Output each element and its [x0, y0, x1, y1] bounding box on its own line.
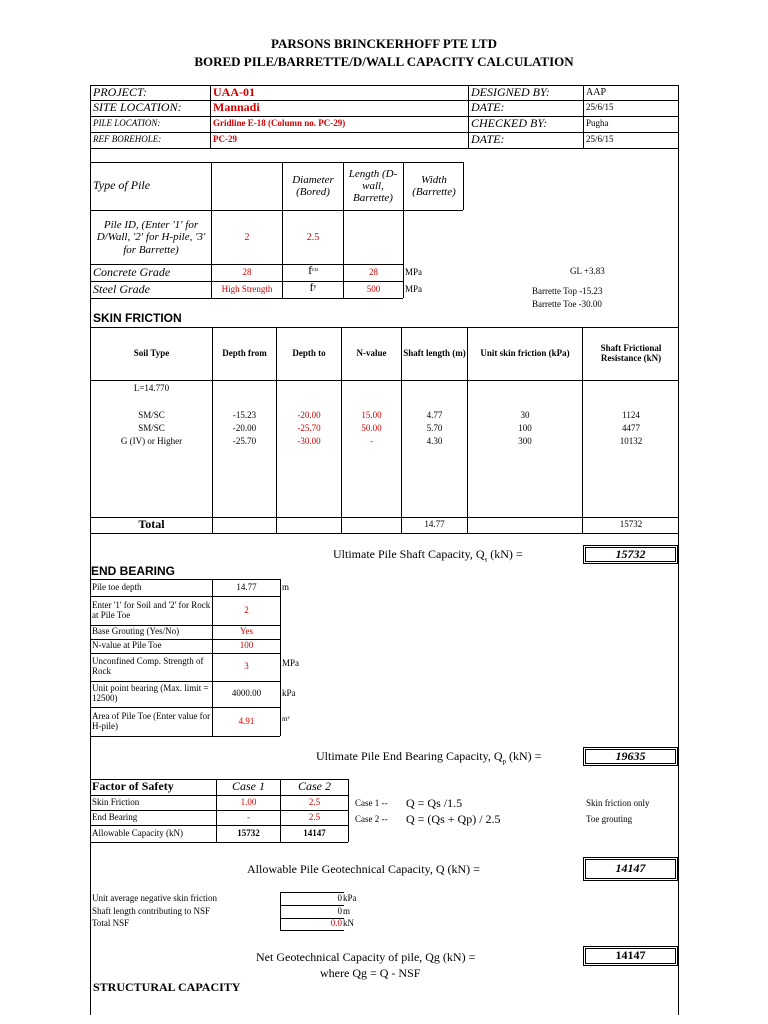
allowable-capacity-label: Allowable Capacity (kN) — [92, 827, 183, 838]
case2-header: Case 2 — [298, 779, 331, 794]
case1-header: Case 1 — [232, 779, 265, 794]
pile-toe-depth-value: 14.77 — [236, 581, 257, 592]
fy-value[interactable]: 500 — [366, 283, 381, 294]
unit-point-bearing-label: Unit point bearing (Max. limit = 12500) — [92, 683, 209, 703]
nsf-unit-unit: kPa — [343, 892, 357, 903]
fos-skin-label: Skin Friction — [92, 796, 140, 807]
case2-note: Toe grouting — [586, 814, 633, 824]
n-value-cell[interactable]: 50.00 — [361, 423, 382, 433]
end-bearing-heading: END BEARING — [91, 564, 176, 578]
n-value-toe-label: N-value at Pile Toe — [92, 640, 162, 651]
allowable-geotechnical-value: 14147 — [583, 857, 678, 881]
toe-material-value[interactable]: 2 — [244, 605, 249, 616]
fos-end-label: End Bearing — [92, 811, 138, 822]
allowable-capacity-case2: 14147 — [303, 827, 326, 838]
case2-text: Case 2 -- — [355, 814, 388, 824]
fos-end-case1[interactable]: - — [247, 811, 250, 822]
nsf-total-unit: kN — [343, 918, 354, 929]
diameter-value[interactable]: 2.5 — [306, 232, 320, 243]
nsf-length-value[interactable]: 0 — [337, 905, 342, 916]
col-n-value: N-value — [356, 348, 387, 359]
project-label: PROJECT: — [93, 84, 147, 99]
steel-grade-label: Steel Grade — [93, 281, 150, 296]
net-capacity-label: Net Geotechnical Capacity of pile, Qg (kN) = — [256, 950, 476, 964]
n-value-cell[interactable]: - — [370, 436, 373, 446]
total-shaft-resistance: 15732 — [619, 519, 643, 530]
col-shaft-resistance: Shaft Frictional Resistance (kN) — [600, 343, 662, 363]
fcu-symbol: f cu — [308, 262, 318, 277]
ucs-rock-unit: MPa — [282, 658, 300, 669]
nsf-total-value: 0.0 — [330, 918, 342, 929]
case1-note: Skin friction only — [586, 798, 650, 808]
col-shaft-length: Shaft length (m) — [403, 348, 466, 359]
depth-to-cell[interactable]: -25.70 — [297, 423, 321, 433]
soil-type-cell: SM/SC — [138, 410, 165, 420]
depth-from-cell: -20.00 — [232, 423, 257, 433]
date-designed-label: DATE: — [471, 100, 505, 115]
depth-to-cell[interactable]: -20.00 — [297, 410, 321, 420]
fos-heading: Factor of Safety — [92, 779, 174, 794]
unit-skin-friction-cell: 30 — [520, 410, 530, 420]
col-depth-to: Depth to — [292, 348, 326, 359]
shaft-length-cell: 4.77 — [426, 410, 443, 420]
shaft-resistance-cell: 4477 — [622, 423, 640, 433]
col-unit-skin-friction: Unit skin friction (kPa) — [480, 348, 570, 359]
total-length-note: L=14.770 — [133, 383, 170, 393]
checked-by-value[interactable]: Pugha — [586, 118, 609, 129]
allowable-capacity-case1: 15732 — [237, 827, 260, 838]
ultimate-shaft-capacity-value: 15732 — [583, 545, 678, 564]
site-location-label: SITE LOCATION: — [93, 100, 182, 115]
toe-area-value[interactable]: 4.91 — [238, 715, 255, 726]
col-soil-type: Soil Type — [133, 348, 170, 359]
diameter-header: Diameter (Bored) — [292, 173, 334, 198]
ground-level-note: GL +3.83 — [570, 266, 605, 276]
date-checked-value[interactable]: 25/6/15 — [586, 134, 614, 145]
toe-area-label: Area of Pile Toe (Enter value for H-pile) — [92, 710, 211, 731]
shaft-resistance-cell: 1124 — [622, 410, 640, 420]
date-checked-label: DATE: — [471, 132, 505, 147]
ultimate-shaft-capacity-label: Ultimate Pile Shaft Capacity, $Q_s$ (kN) = — [333, 547, 523, 564]
fos-skin-case2[interactable]: 2.5 — [308, 796, 321, 807]
case2-equation: Q = (Qs + Qp) / 2.5 — [406, 812, 501, 826]
barrette-top-note: Barrette Top -15.23 — [532, 286, 603, 296]
concrete-grade-label: Concrete Grade — [93, 264, 171, 279]
shaft-length-cell: 4.30 — [426, 436, 443, 446]
shaft-resistance-cell: 10132 — [619, 436, 643, 446]
depth-from-cell: -25.70 — [232, 436, 257, 446]
unit-skin-friction-cell: 300 — [518, 436, 532, 446]
fcu-unit: MPa — [405, 266, 423, 277]
nsf-unit-label: Unit average negative skin friction — [92, 892, 217, 903]
barrette-toe-note: Barrette Toe -30.00 — [532, 299, 602, 309]
ref-borehole-label: REF BOREHOLE: — [93, 134, 162, 145]
designed-by-label: DESIGNED BY: — [471, 84, 550, 99]
shaft-length-cell: 5.70 — [426, 423, 443, 433]
pile-id-value[interactable]: 2 — [244, 232, 250, 243]
net-capacity-value: 14147 — [583, 946, 678, 966]
pile-toe-depth-label: Pile toe depth — [92, 581, 142, 592]
fy-unit: MPa — [405, 283, 423, 294]
base-grouting-value[interactable]: Yes — [239, 626, 254, 637]
n-value-toe-value[interactable]: 100 — [239, 640, 254, 651]
n-value-cell[interactable]: 15.00 — [361, 410, 382, 420]
date-designed-value[interactable]: 25/6/15 — [586, 102, 614, 113]
fos-end-case2[interactable]: 2.5 — [308, 811, 321, 822]
width-header: Width (Barrette) — [412, 173, 456, 198]
base-grouting-label: Base Grouting (Yes/No) — [92, 626, 180, 637]
structural-capacity-heading: STRUCTURAL CAPACITY — [93, 980, 241, 994]
unit-point-bearing-unit: kPa — [282, 688, 296, 699]
unit-point-bearing-value: 4000.00 — [231, 688, 262, 699]
pile-toe-depth-unit: m — [282, 581, 290, 592]
length-header: Length (D-wall, Barrette) — [348, 167, 398, 205]
unit-skin-friction-cell: 100 — [518, 423, 532, 433]
project-value[interactable]: UAA-01 — [213, 84, 255, 99]
steel-grade-value[interactable]: High Strength — [221, 283, 273, 294]
depth-to-cell[interactable]: -30.00 — [297, 436, 321, 446]
toe-area-unit: m² — [282, 715, 290, 724]
col-depth-from: Depth from — [222, 348, 267, 359]
ultimate-end-bearing-value: 19635 — [583, 747, 678, 766]
pile-id-label: Pile ID, (Enter '1' for D/Wall, '2' for H-pile, '3' for Barrette) — [96, 219, 206, 256]
depth-from-cell: -15.23 — [232, 410, 257, 420]
site-location-value[interactable]: Mannadi — [213, 100, 260, 115]
skin-friction-heading: SKIN FRICTION — [93, 311, 182, 325]
pile-type-label: Type of Pile — [93, 178, 151, 193]
fos-skin-case1[interactable]: 1.00 — [240, 796, 257, 807]
total-label: Total — [138, 517, 165, 532]
total-shaft-length: 14.77 — [424, 519, 445, 530]
ref-borehole-value[interactable]: PC-29 — [213, 134, 237, 145]
designed-by-value[interactable]: AAP — [586, 87, 607, 98]
ucs-rock-value[interactable]: 3 — [244, 661, 249, 672]
fy-symbol: f y — [309, 279, 317, 294]
case1-equation: Q = Qs /1.5 — [406, 796, 463, 810]
concrete-grade-value[interactable]: 28 — [242, 266, 252, 277]
nsf-unit-value[interactable]: 0 — [337, 892, 342, 903]
sheet-title: BORED PILE/BARRETTE/D/WALL CAPACITY CALCULATION — [194, 54, 574, 69]
nsf-total-label: Total NSF — [92, 918, 130, 929]
net-capacity-formula: where Qg = Q - NSF — [320, 966, 421, 980]
fcu-value[interactable]: 28 — [369, 266, 378, 277]
company-name: PARSONS BRINCKERHOFF PTE LTD — [271, 36, 497, 51]
soil-type-cell: G (IV) or Higher — [120, 436, 183, 446]
toe-material-label: Enter '1' for Soil and '2' for Rock at Pile Toe — [92, 600, 211, 620]
nsf-length-unit: m — [343, 905, 351, 916]
ultimate-end-bearing-label: Ultimate Pile End Bearing Capacity, $Q_p$ (kN) = — [316, 749, 542, 766]
case1-text: Case 1 -- — [355, 798, 388, 808]
pile-location-value[interactable]: Gridline E-18 (Column no. PC-29) — [213, 118, 346, 129]
checked-by-label: CHECKED BY: — [471, 116, 548, 131]
pile-location-label: PILE LOCATION: — [93, 118, 161, 129]
allowable-geotechnical-label: Allowable Pile Geotechnical Capacity, Q (kN) = — [247, 862, 480, 876]
nsf-length-label: Shaft length contributing to NSF — [92, 905, 210, 916]
ucs-rock-label: Unconfined Comp. Strength of Rock — [92, 656, 204, 676]
soil-type-cell: SM/SC — [138, 423, 165, 433]
